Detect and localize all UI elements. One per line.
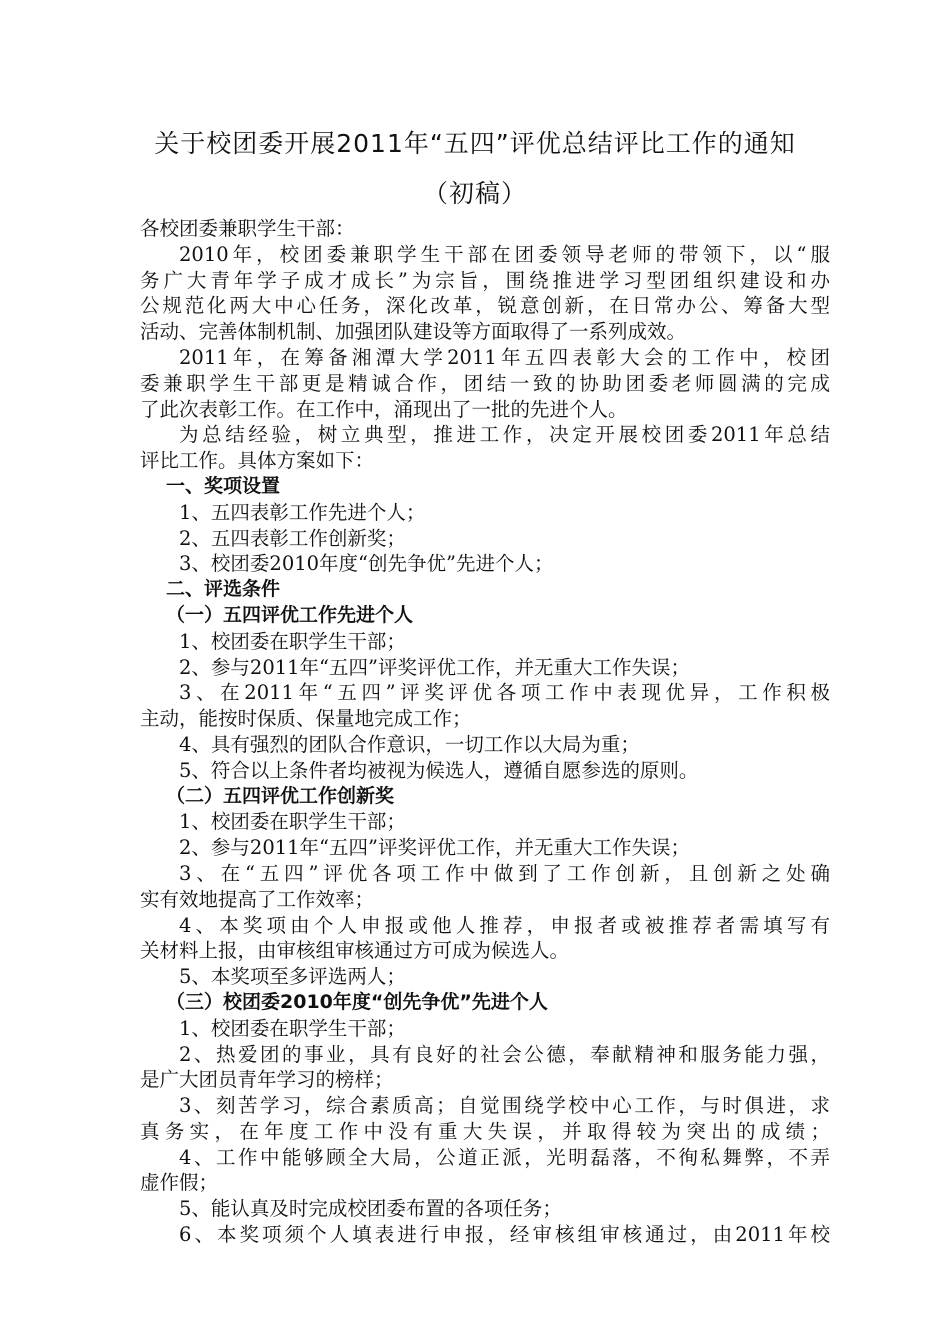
list-item-continued: 是广大团员青年学习的榜样；	[140, 1068, 394, 1092]
document-subtitle: （初稿）	[422, 179, 527, 208]
list-item: 1、校团委在职学生干部；	[179, 1016, 406, 1040]
list-item: 1、五四表彰工作先进个人；	[179, 500, 426, 524]
list-item: 5、本奖项至多评选两人；	[179, 965, 406, 989]
list-item: 1、校团委在职学生干部；	[179, 629, 406, 653]
paragraph-line: 活动、完善体制机制、加强团队建设等方面取得了一系列成效。	[140, 320, 687, 344]
list-item: 2、参与2011年“五四”评奖评优工作，并无重大工作失误；	[179, 655, 690, 679]
list-item-continued: 真务实，在年度工作中没有重大失误，并取得较为突出的成绩；	[140, 1119, 830, 1143]
paragraph-line: 委兼职学生干部更是精诚合作，团结一致的协助团委老师圆满的完成	[140, 371, 830, 395]
list-item: 3、刻苦学习，综合素质高；自觉围绕学校中心工作，与时俱进，求	[179, 1094, 830, 1118]
paragraph-line: 2010年，校团委兼职学生干部在团委领导老师的带领下，以“服	[179, 242, 830, 266]
paragraph-line: 评比工作。具体方案如下：	[140, 449, 375, 473]
list-item: 4、本奖项由个人申报或他人推荐，申报者或被推荐者需填写有	[179, 913, 830, 937]
list-item-continued: 实有效地提高了工作效率；	[140, 887, 375, 911]
list-item: 3、在“五四”评优各项工作中做到了工作创新，且创新之处确	[179, 861, 830, 885]
paragraph-line: 为总结经验，树立典型，推进工作，决定开展校团委2011年总结	[179, 423, 830, 447]
subsection-heading: （一）五四评优工作先进个人	[166, 603, 414, 626]
list-item: 2、参与2011年“五四”评奖评优工作，并无重大工作失误；	[179, 836, 690, 860]
list-item: 5、能认真及时完成校团委布置的各项任务；	[179, 1197, 562, 1221]
paragraph-line: 2011年，在筹备湘潭大学2011年五四表彰大会的工作中，校团	[179, 345, 830, 369]
subsection-heading: （三）校团委2010年度“创先争优”先进个人	[166, 990, 548, 1013]
list-item: 2、五四表彰工作创新奖；	[179, 526, 406, 550]
document-title: 关于校团委开展2011年“五四”评优总结评比工作的通知	[154, 129, 796, 158]
list-item: 1、校团委在职学生干部；	[179, 810, 406, 834]
list-item: 3、在2011年“五四”评奖评优各项工作中表现优异，工作积极	[179, 681, 830, 705]
list-item: 2、热爱团的事业，具有良好的社会公德，奉献精神和服务能力强，	[179, 1042, 830, 1066]
list-item: 6、本奖项须个人填表进行申报，经审核组审核通过，由2011年校	[179, 1223, 830, 1247]
section-heading: 一、奖项设置	[166, 474, 281, 497]
salutation: 各校团委兼职学生干部：	[140, 217, 355, 240]
document-body	[140, 216, 830, 1248]
list-item: 3、校团委2010年度“创先争优”先进个人；	[179, 552, 554, 576]
list-item: 4、具有强烈的团队合作意识，一切工作以大局为重；	[179, 732, 640, 756]
list-item-continued: 虚作假；	[140, 1171, 219, 1195]
paragraph-line: 务广大青年学子成才成长”为宗旨，围绕推进学习型团组织建设和办	[140, 268, 830, 292]
paragraph-line: 公规范化两大中心任务，深化改革，锐意创新，在日常办公、筹备大型	[140, 294, 830, 318]
list-item-continued: 主动，能按时保质、保量地完成工作；	[140, 707, 472, 731]
subsection-heading: （二）五四评优工作创新奖	[166, 784, 395, 807]
list-item: 4、工作中能够顾全大局，公道正派，光明磊落，不徇私舞弊，不弄	[179, 1145, 830, 1169]
section-heading: 二、评选条件	[166, 578, 281, 601]
paragraph-line: 了此次表彰工作。在工作中，涌现出了一批的先进个人。	[140, 397, 628, 421]
list-item-continued: 关材料上报，由审核组审核通过方可成为候选人。	[140, 939, 570, 963]
list-item: 5、符合以上条件者均被视为候选人，遵循自愿参选的原则。	[179, 758, 699, 782]
